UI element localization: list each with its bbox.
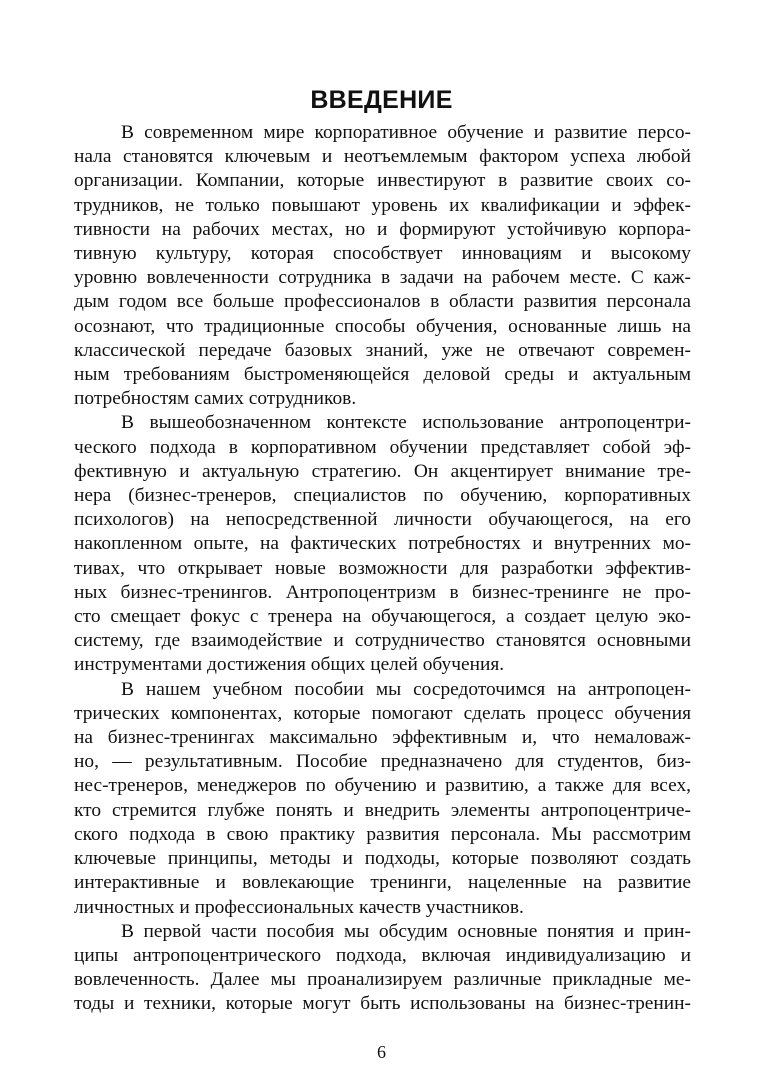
text-line: В современном мире корпоративное обучение и развитие персо- — [121, 122, 691, 143]
text-line: но, — результативным. Пособие предназначено для студентов, биз- — [74, 751, 691, 773]
text-line: осознают, что традиционные способы обучения, основанные лишь на — [74, 315, 691, 337]
body-text — [74, 121, 691, 1017]
text-line: потребностям самих сотрудников. — [74, 388, 357, 410]
text-line: тивах, что открывает новые возможности для разработки эффектив- — [74, 557, 691, 579]
text-line: трудников, не только повышают уровень их квалификации и эффек- — [74, 194, 691, 216]
text-line: нес-тренеров, менеджеров по обучению и развитию, а также для всех, — [74, 775, 691, 797]
text-line: классической передаче базовых знаний, уже не отвечают современ- — [74, 339, 691, 361]
text-line: ского подхода в свою практику развития персонала. Мы рассмотрим — [74, 823, 691, 845]
text-line: личностных и профессиональных качеств участников. — [74, 896, 524, 918]
text-line: В вышеобозначенном контексте использование антропоцентри- — [121, 412, 691, 434]
text-line: тивную культуру, которая способствует инновациям и высокому — [74, 243, 691, 265]
text-line: сто смещает фокус с тренера на обучающегося, а создает целую эко- — [74, 606, 691, 628]
text-line: психологов) на непосредственной личности обучающегося, на его — [74, 509, 691, 531]
text-line: нала становятся ключевым и неотъемлемым фактором успеха любой — [74, 146, 691, 168]
text-line: фективную и актуальную стратегию. Он акцентирует внимание тре- — [74, 460, 691, 482]
text-line: В нашем учебном пособии мы сосредоточимся на антропоцен- — [121, 678, 691, 700]
text-line: ключевые принципы, методы и подходы, которые позволяют создать — [74, 848, 691, 870]
text-line: интерактивные и вовлекающие тренинги, нацеленные на развитие — [74, 872, 691, 894]
text-line: вовлеченность. Далее мы проанализируем различные прикладные ме- — [74, 969, 691, 991]
text-line: организации. Компании, которые инвестируют в развитие своих со- — [74, 170, 691, 192]
text-line: тоды и техники, которые могут быть использованы на бизнес-тренин- — [74, 993, 691, 1015]
text-line: трических компонентах, которые помогают сделать процесс обучения — [74, 702, 691, 724]
text-line: нера (бизнес-тренеров, специалистов по обучению, корпоративных — [74, 485, 691, 507]
text-line: уровню вовлеченности сотрудника в задачи на рабочем месте. С каж- — [74, 267, 691, 289]
text-line: инструментами достижения общих целей обучения. — [74, 654, 505, 676]
text-line: накопленном опыте, на фактических потребностях и внутренних мо- — [74, 533, 691, 555]
text-line: дым годом все больше профессионалов в области развития персонала — [74, 291, 691, 313]
page-number: 6 — [377, 1042, 386, 1062]
page-title: ВВЕДЕНИЕ — [310, 86, 453, 114]
text-line: тивности на рабочих местах, но и формируют устойчивую корпора- — [74, 218, 691, 240]
text-line: ческого подхода в корпоративном обучении представляет собой эф- — [74, 436, 691, 458]
text-line: на бизнес-тренингах максимально эффективным и, что немаловаж- — [74, 727, 691, 749]
text-line: кто стремится глубже понять и внедрить элементы антропоцентриче- — [74, 799, 691, 821]
text-line: систему, где взаимодействие и сотрудничество становятся основными — [74, 630, 691, 652]
text-line: ных бизнес-тренингов. Антропоцентризм в бизнес-тренинге не про- — [74, 581, 691, 603]
text-line: В первой части пособия мы обсудим основные понятия и прин- — [121, 920, 691, 942]
text-line: ным требованиям быстроменяющейся деловой среды и актуальным — [74, 364, 691, 386]
text-line: ципы антропоцентрического подхода, включая индивидуализацию и — [74, 944, 691, 966]
